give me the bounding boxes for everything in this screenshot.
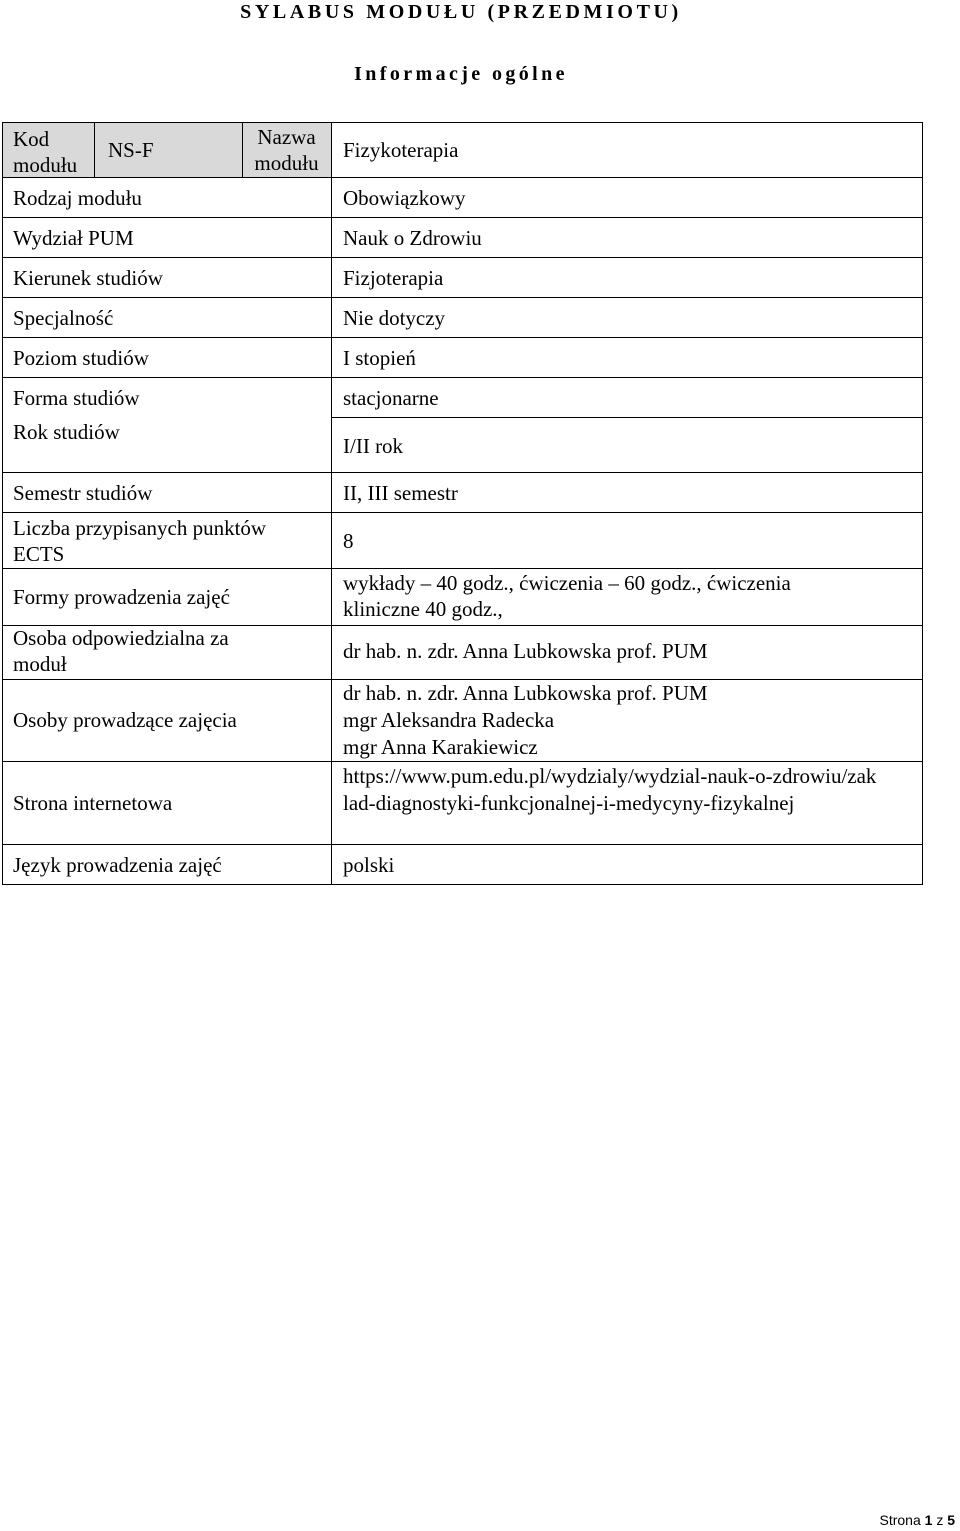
row-value: 8 [343,529,354,553]
row-divider [2,297,923,298]
row-label: Formy prowadzenia zajęć [13,585,230,609]
row-divider [2,844,923,845]
row-value: Fizjoterapia [343,266,444,290]
module-code-label: Kod modułu [13,127,78,177]
column-divider [94,122,95,177]
page-footer [879,1512,955,1528]
footer-page-total: 5 [947,1512,955,1528]
row-label: Forma studiów [13,386,140,410]
row-label: Rodzaj modułu [13,186,142,210]
row-value: Nie dotyczy [343,306,446,330]
document-title: SYLABUS MODUŁU (PRZEDMIOTU) [240,1,682,23]
table-border [2,884,923,885]
row-value: polski [343,853,395,877]
row-label: Poziom studiów [13,346,149,370]
row-value: I stopień [343,346,416,370]
row-divider [2,568,923,569]
row-value: stacjonarne [343,386,439,410]
general-info-table [2,122,923,885]
row-divider [2,337,923,338]
section-subtitle: Informacje ogólne [354,63,568,85]
row-label: Semestr studiów [13,481,153,505]
row-label: Osoba odpowiedzialna za moduł [13,626,229,676]
table-border [2,122,3,885]
row-divider [2,761,923,762]
module-name-value: Fizykoterapia [343,138,459,162]
footer-prefix: Strona [879,1512,921,1528]
row-divider [331,417,923,418]
row-value[interactable]: https://www.pum.edu.pl/wydzialy/wydzial-nauk-o-zdrowiu/zaklad-diagnostyki-funkcjonalnej-i-medycyny-fizykalnej [343,764,877,815]
row-value: Nauk o Zdrowiu [343,226,482,250]
row-divider [2,625,923,626]
row-divider [2,472,923,473]
column-divider [331,122,332,885]
row-divider [2,257,923,258]
row-label: Wydział PUM [13,226,134,250]
row-divider [2,679,923,680]
footer-page-number: 1 [924,1512,933,1528]
row-value: dr hab. n. zdr. Anna Lubkowska prof. PUM mgr Aleksandra Radecka mgr Anna Karakiewicz [343,681,708,759]
module-name-label: Nazwa modułu [254,125,319,175]
row-value: II, III semestr [343,481,458,505]
row-value: dr hab. n. zdr. Anna Lubkowska prof. PUM [343,639,708,663]
row-label: Specjalność [13,306,114,330]
row-divider [2,177,923,178]
row-divider [2,217,923,218]
row-label: Liczba przypisanych punktów ECTS [13,516,267,566]
row-label: Kierunek studiów [13,266,163,290]
row-label: Język prowadzenia zajęć [13,853,222,877]
row-label: Strona internetowa [13,791,173,815]
row-value: Obowiązkowy [343,186,466,210]
column-divider [242,122,243,177]
row-value: I/II rok [343,434,404,458]
row-divider [2,377,923,378]
row-label: Rok studiów [13,420,120,444]
footer-separator: z [936,1512,944,1528]
table-border [922,122,923,885]
row-value: wykłady – 40 godz., ćwiczenia – 60 godz., ćwiczenia kliniczne 40 godz., [343,571,791,621]
row-label: Osoby prowadzące zajęcia [13,708,237,732]
module-code-value: NS-F [108,138,154,162]
row-divider [2,512,923,513]
table-border [2,122,923,123]
